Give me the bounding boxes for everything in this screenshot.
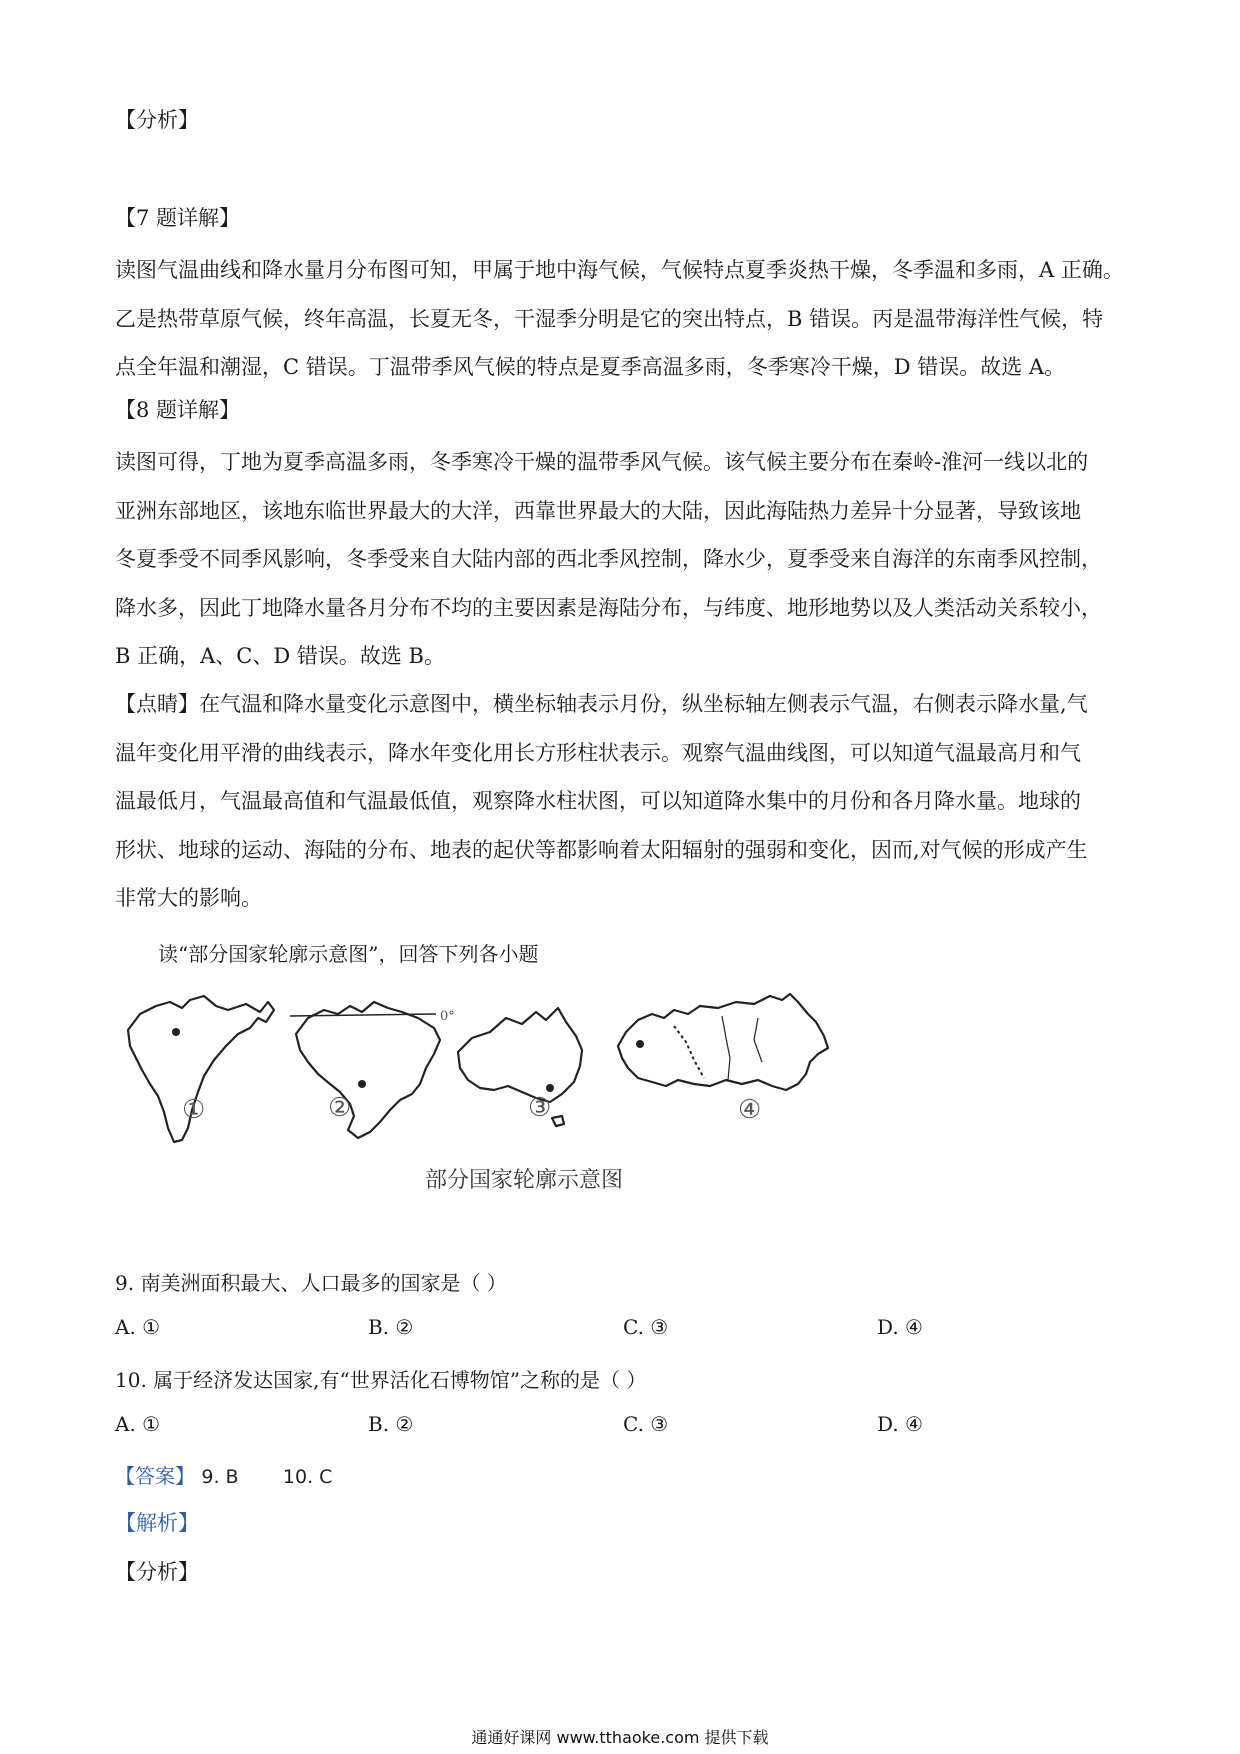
option-d: D. ④ bbox=[877, 1412, 923, 1436]
russia-inner-line bbox=[674, 1026, 704, 1078]
q8-heading: 【8 题详解】 bbox=[115, 398, 241, 422]
text-line: 降水多，因此丁地降水量各月分布不均的主要因素是海陆分布，与纬度、地形地势以及人类活动关系较小， bbox=[115, 595, 1102, 620]
text-line: B 正确，A、C、D 错误。故选 B。 bbox=[115, 644, 445, 668]
option-b: B. ② bbox=[368, 1412, 414, 1436]
country-label-2: ② bbox=[328, 1093, 352, 1123]
option-b: B. ② bbox=[368, 1315, 414, 1339]
section-analysis-heading-2: 【分析】 bbox=[115, 1560, 199, 1584]
country-label-1: ① bbox=[182, 1095, 206, 1125]
question-9: 9. 南美洲面积最大、人口最多的国家是（ ） bbox=[115, 1271, 507, 1295]
text-line: 读图气温曲线和降水量月分布图可知，甲属于地中海气候，气候特点夏季炎热干燥，冬季温和多雨，A 正确。 bbox=[115, 258, 1124, 282]
q8-explanation bbox=[115, 438, 1135, 681]
tip-paragraph bbox=[115, 680, 1135, 923]
text-line: 亚洲东部地区，该地东临世界最大的大洋，西靠世界最大的大陆，因此海陆热力差异十分显著，导致该地 bbox=[115, 498, 1081, 523]
option-a: A. ① bbox=[115, 1412, 161, 1436]
section-analysis-heading: 【分析】 bbox=[115, 108, 199, 132]
q7-heading: 【7 题详解】 bbox=[115, 206, 241, 230]
text-line: 温最低月，气温最高值和气温最低值，观察降水柱状图，可以知道降水集中的月份和各月降水量。地球的 bbox=[115, 789, 1081, 813]
russia-river bbox=[754, 1018, 762, 1062]
answer-q9: 9. B bbox=[201, 1466, 239, 1488]
tasmania-outline bbox=[552, 1116, 564, 1126]
figure-intro: 读“部分国家轮廓示意图”，回答下列各小题 bbox=[158, 942, 539, 966]
country-outlines-figure bbox=[118, 988, 890, 1148]
brazil-outline bbox=[296, 1002, 440, 1138]
equator-label: 0° bbox=[440, 1009, 455, 1024]
option-a: A. ① bbox=[115, 1315, 161, 1339]
question-10: 10. 属于经济发达国家,有“世界活化石博物馆”之称的是（ ） bbox=[115, 1368, 647, 1392]
figure-caption: 部分国家轮廓示意图 bbox=[425, 1168, 624, 1193]
answer-label: 【答案】 bbox=[115, 1464, 195, 1488]
text-line: 读图可得，丁地为夏季高温多雨，冬季寒冷干燥的温带季风气候。该气候主要分布在秦岭-淮河一线以北的 bbox=[115, 450, 1089, 474]
option-c: C. ③ bbox=[623, 1412, 669, 1436]
answer-line bbox=[115, 1460, 332, 1489]
option-c: C. ③ bbox=[623, 1315, 669, 1339]
text-line: 非常大的影响。 bbox=[115, 886, 262, 910]
text-line: 形状、地球的运动、海陆的分布、地表的起伏等都影响着太阳辐射的强弱和变化，因而,对气候的形成产生 bbox=[115, 837, 1088, 862]
answer-q10: 10. C bbox=[282, 1466, 333, 1488]
text-line: 点全年温和潮湿，C 错误。丁温带季风气候的特点是夏季高温多雨，冬季寒冷干燥，D 错误。故选 A。 bbox=[115, 355, 1066, 379]
text-line: 冬夏季受不同季风影响，冬季受来自大陆内部的西北季风控制，降水少，夏季受来自海洋的东南季风控制， bbox=[115, 547, 1102, 571]
explain-heading: 【解析】 bbox=[115, 1511, 199, 1535]
country-label-4: ④ bbox=[738, 1095, 762, 1125]
q7-explanation bbox=[115, 246, 1135, 392]
russia-outline bbox=[618, 994, 828, 1090]
russia-river bbox=[722, 1016, 730, 1080]
option-d: D. ④ bbox=[877, 1315, 923, 1339]
text-line: 乙是热带草原气候，终年高温，长夏无冬，干湿季分明是它的突出特点，B 错误。丙是温带海洋性气候，特 bbox=[115, 306, 1104, 331]
text-line: 【点睛】在气温和降水量变化示意图中，横坐标轴表示月份，纵坐标轴左侧表示气温，右侧表示降水量,气 bbox=[115, 692, 1088, 716]
page-footer: 通通好课网 www.tthaoke.com 提供下载 bbox=[471, 1728, 769, 1747]
country-label-3: ③ bbox=[528, 1093, 552, 1123]
australia-outline bbox=[458, 1008, 582, 1102]
text-line: 温年变化用平滑的曲线表示，降水年变化用长方形柱状表示。观察气温曲线图，可以知道气温最高月和气 bbox=[115, 740, 1081, 765]
